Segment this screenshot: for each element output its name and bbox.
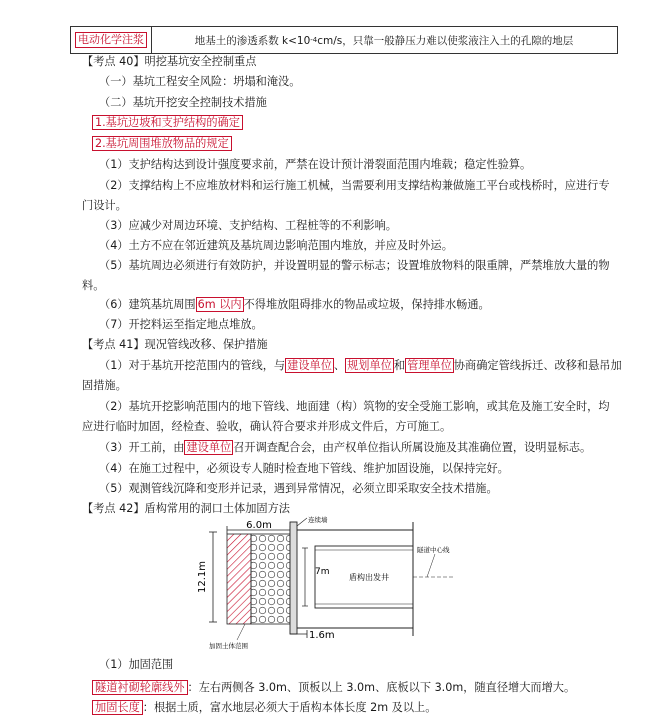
label-launch: 盾构出发井 xyxy=(349,573,389,582)
dim-bottom-label: 1.6m xyxy=(309,630,335,641)
kp41-item-1 xyxy=(99,358,622,374)
label-centerline: 隧道中心线 xyxy=(417,546,450,554)
kp41-item-1b: 固措施。 xyxy=(82,379,127,392)
kp41-item-2b: 应进行临时加固，经检查、验收，确认符合要求并形成文件后，方可施工。 xyxy=(82,420,452,433)
kp40-item-1: （1）支护结构达到设计强度要求前，严禁在设计预计滑裂面范围内堆载；稳定性验算。 xyxy=(99,158,532,171)
header-desc-pre: 地基土的渗透系数 k<10 xyxy=(194,34,311,47)
kp40-item-7: （7）开挖料运至指定地点堆放。 xyxy=(99,318,263,331)
header-description xyxy=(153,27,615,53)
kp41-item-3-pre: （3）开工前，由 xyxy=(99,441,185,454)
kp40-section-1: （一）基坑工程安全风险：坍塌和淹没。 xyxy=(99,75,301,88)
header-desc-sup: -4 xyxy=(310,36,318,44)
kp42-title: 【考点 42】盾构常用的洞口土体加固方法 xyxy=(82,502,290,515)
label-zone: 加固土体范围 xyxy=(209,642,248,650)
dim-left-label: 12.1m xyxy=(197,560,208,594)
kp42-range-line xyxy=(92,680,575,696)
kp40-item-5a: （5）基坑周边必须进行有效防护，并设置明显的警示标志；设置堆放物料的限重牌，严禁堆放大量的物 xyxy=(99,259,610,272)
kp42-range-highlight: 隧道衬砌轮廓线外 xyxy=(92,680,188,695)
kp41-title: 【考点 41】现况管线改移、保护措施 xyxy=(82,338,268,351)
header-tag-cell xyxy=(71,27,152,53)
kp40-item-2b: 门设计。 xyxy=(82,199,127,212)
reinforced-zone-grout xyxy=(251,534,290,624)
kp42-length-line xyxy=(92,700,436,716)
kp40-heading-2 xyxy=(92,136,232,152)
centerline-leader xyxy=(427,554,435,577)
kp40-item-6-post: 不得堆放阻碍排水的物品或垃圾，保持排水畅通。 xyxy=(243,298,490,311)
kp41-item-5: （5）观测管线沉降和变形并记录，遇到异常情况，必须立即采取安全技术措施。 xyxy=(99,482,498,495)
kp40-title: 【考点 40】明挖基坑安全控制重点 xyxy=(82,55,257,68)
label-wall: 连续墙 xyxy=(308,516,328,524)
dim-inner-label: 7m xyxy=(315,567,330,577)
kp40-item-6 xyxy=(99,297,490,313)
diaphragm-wall xyxy=(290,522,297,634)
shield-launch-reinforcement-figure xyxy=(195,516,455,654)
kp40-heading-1-text: 1.基坑边坡和支护结构的确定 xyxy=(92,115,243,130)
kp42-length-text: ：根据土质，富水地层必须大于盾构本体长度 2m 及以上。 xyxy=(142,701,437,714)
kp42-section-1: （1）加固范围 xyxy=(99,658,174,671)
kp40-item-4: （4）土方不应在邻近建筑及基坑周边影响范围内堆放，并应及时外运。 xyxy=(99,239,453,252)
kp40-item-6-pre: （6）建筑基坑周围 xyxy=(99,298,196,311)
kp40-item-2a: （2）支撑结构上不应堆放材料和运行施工机械，当需要利用支撑结构兼做施工平台或栈桥时，应进行专 xyxy=(99,179,610,192)
kp41-item-1-pre: （1）对于基坑开挖范围内的管线，与 xyxy=(99,359,286,372)
kp40-section-2: （二）基坑开挖安全控制技术措施 xyxy=(99,96,267,109)
kp40-heading-1 xyxy=(92,115,243,131)
dim-top-label: 6.0m xyxy=(246,520,272,531)
kp41-item-3-highlight: 建设单位 xyxy=(186,441,232,454)
kp42-range-text: ：左右两侧各 3.0m、顶板以上 3.0m、底板以下 3.0m，随直径增大而增大。 xyxy=(187,681,576,694)
kp41-item-1-hl1: 建设单位 xyxy=(287,359,332,372)
kp41-item-3-post: 召开调查配合会，由产权单位指认所属设施及其准确位置，设明显标志。 xyxy=(233,441,592,454)
header-tag: 电动化学注浆 xyxy=(75,32,147,48)
kp40-item-6-highlight: 6m 以内 xyxy=(197,298,242,311)
kp40-item-3: （3）应减少对周边环境、支护结构、工程桩等的不利影响。 xyxy=(99,219,397,232)
kp40-heading-2-text: 2.基坑周围堆放物品的规定 xyxy=(92,136,232,151)
kp41-item-3 xyxy=(99,440,591,456)
header-desc-post: cm/s，只靠一般静压力难以使浆液注入土的孔隙的地层 xyxy=(317,34,574,47)
kp41-item-2a: （2）基坑开挖影响范围内的地下管线、地面建（构）筑物的安全受施工影响，或其危及施工安全时，均 xyxy=(99,400,610,413)
wall-leader xyxy=(297,518,307,526)
kp42-length-highlight: 加固长度 xyxy=(92,700,143,715)
kp41-item-1-post: 协商确定管线拆迁、改移和悬吊加 xyxy=(453,359,622,372)
zone-leader xyxy=(237,624,245,640)
kp41-item-1-hl2: 规划单位 xyxy=(347,359,392,372)
kp41-item-1-sep2: 和 xyxy=(393,359,406,372)
kp41-item-1-hl3: 管理单位 xyxy=(407,359,452,372)
kp40-item-5b: 料。 xyxy=(82,279,105,292)
kp41-item-4: （4）在施工过程中，必须设专人随时检查地下管线、维护加固设施，以保持完好。 xyxy=(99,462,509,475)
reinforced-zone-hatch xyxy=(227,534,251,624)
kp41-item-1-sep1: 、 xyxy=(333,359,346,372)
header-table xyxy=(70,26,618,54)
